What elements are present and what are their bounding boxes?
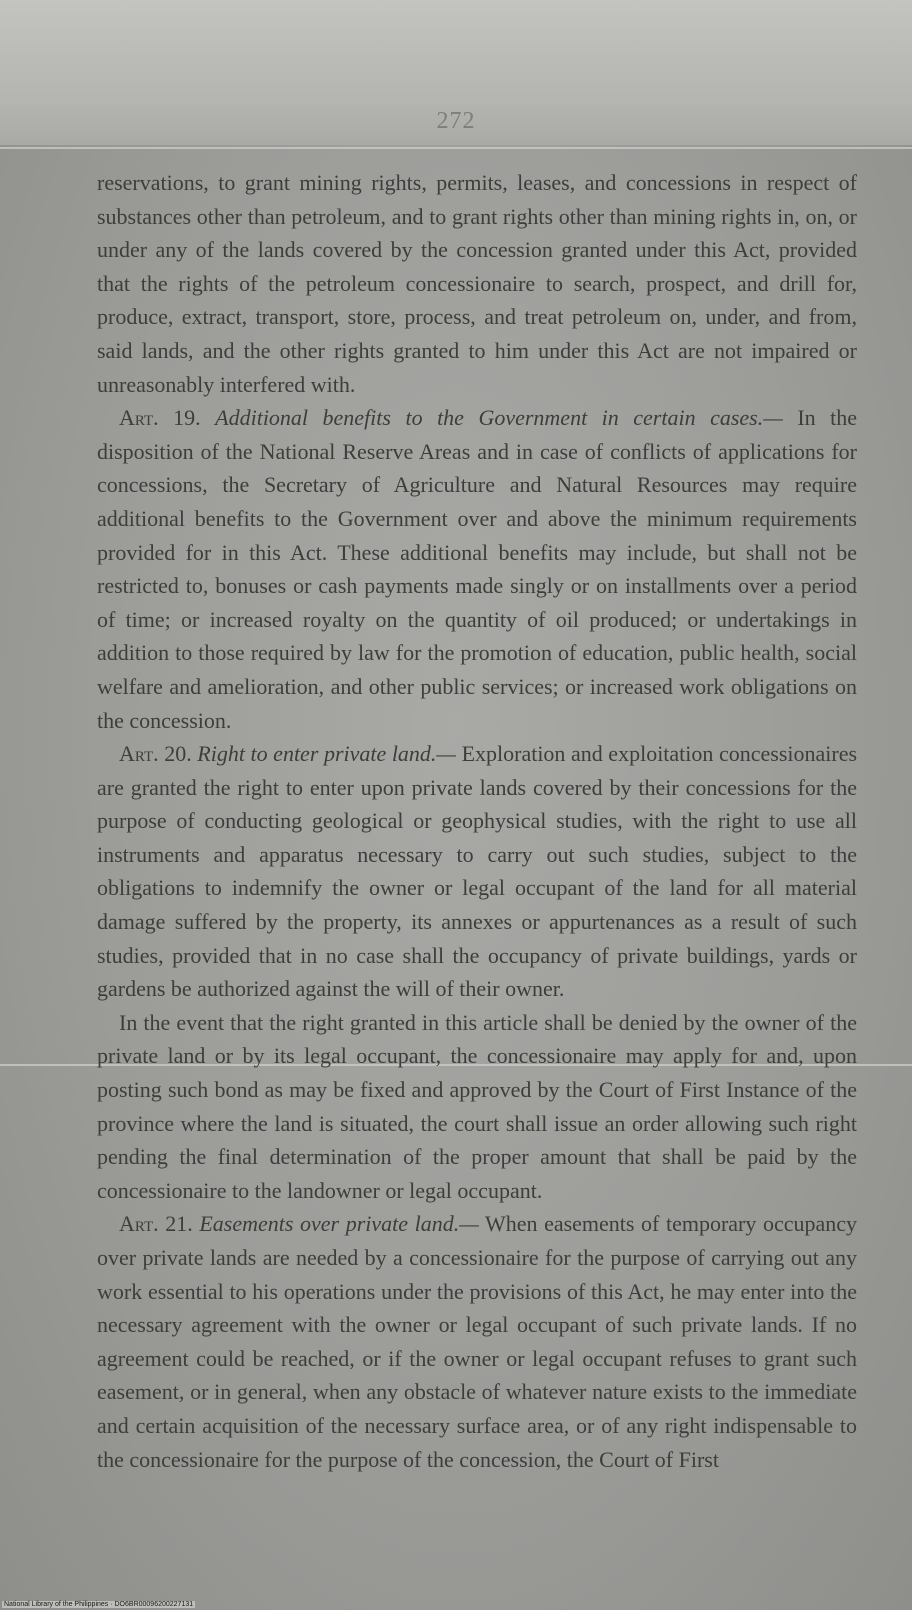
article-title: Right to enter private land.— <box>197 741 456 767</box>
article-label: Art. 20. <box>119 741 192 767</box>
article-text: When easements of temporary occupancy over private lands are needed by a concessionaire for the purpose of carrying out any work essential to his operations under the provisions of this Act, he may enter into the necessary agreement with the owner or legal occupant of such private lands. If no agreement could be reached, or if the owner or legal occupant refuses to grant such easement, or in general, when any obstacle of whatever nature exists to the immediate and certain acquisition of the necessary surface area, or of any right indispensable to the concessionaire for the purpose of the concession, the Court of First <box>97 1211 858 1472</box>
page-number: 272 <box>436 108 476 134</box>
article-21 <box>97 1207 857 1476</box>
article-19 <box>97 401 857 737</box>
article-title: Easements over private land.— <box>199 1211 479 1237</box>
paragraph-text: reservations, to grant mining rights, permits, leases, and concessions in respect of substances other than petroleum, and to grant rights other than mining rights in, on, or under any of the lands covered by the concession granted under this Act, provided that the rights of the petroleum concessionaire to search, prospect, and drill for, produce, extract, transport, store, process, and treat petroleum on, under, and from, said lands, and the other rights granted to him under this Act are not impaired or unreasonably interfered with. <box>97 170 857 397</box>
footer-credit: National Library of the Philippines · DO6BR00096200227131 <box>4 1601 194 1608</box>
article-20-paragraph-2 <box>97 1006 857 1208</box>
article-title: Additional benefits to the Government in certain cases.— <box>215 405 783 431</box>
article-20 <box>97 737 857 1006</box>
paragraph-continuation <box>97 166 857 401</box>
paragraph-text: In the event that the right granted in this article shall be denied by the owner of the private land or by its legal occupant, the concessionaire may apply for and, upon posting such bond as may be fixed and approved by the Court of First Instance of the province where the land is situated, the court shall issue an order allowing such right pending the final determination of the proper amount that shall be paid by the concessionaire to the landowner or legal occupant. <box>97 1009 857 1203</box>
article-label: Art. 21. <box>119 1211 193 1237</box>
body-text <box>97 166 857 1476</box>
article-label: Art. 19. <box>119 405 201 431</box>
fold-crease-top <box>0 147 912 149</box>
article-text: In the disposition of the National Reserve Areas and in case of conflicts of applications for concessions, the Secretary of Agriculture and Natural Resources may require additional benefits to the Government over and above the minimum requirements provided for in this Act. These additional benefits may include, but shall not be restricted to, bonuses or cash payments made singly or on installments over a period of time; or increased royalty on the quantity of oil produced; or undertakings in addition to those required by law for the promotion of education, public health, social welfare and amelioration, and other public services; or increased work obligations on the concession. <box>97 405 858 733</box>
article-text: Exploration and exploitation concessionaires are granted the right to enter upon private lands covered by their concessions for the purpose of conducting geological or geophysical studies, with the right to use all instruments and apparatus necessary to carry out such studies, subject to the obligations to indemnify the owner or legal occupant of the land for all material damage suffered by the property, its annexes or appurtenances as a result of such studies, provided that in no case shall the occupancy of private buildings, yards or gardens be authorized against the will of their owner. <box>97 741 858 1002</box>
